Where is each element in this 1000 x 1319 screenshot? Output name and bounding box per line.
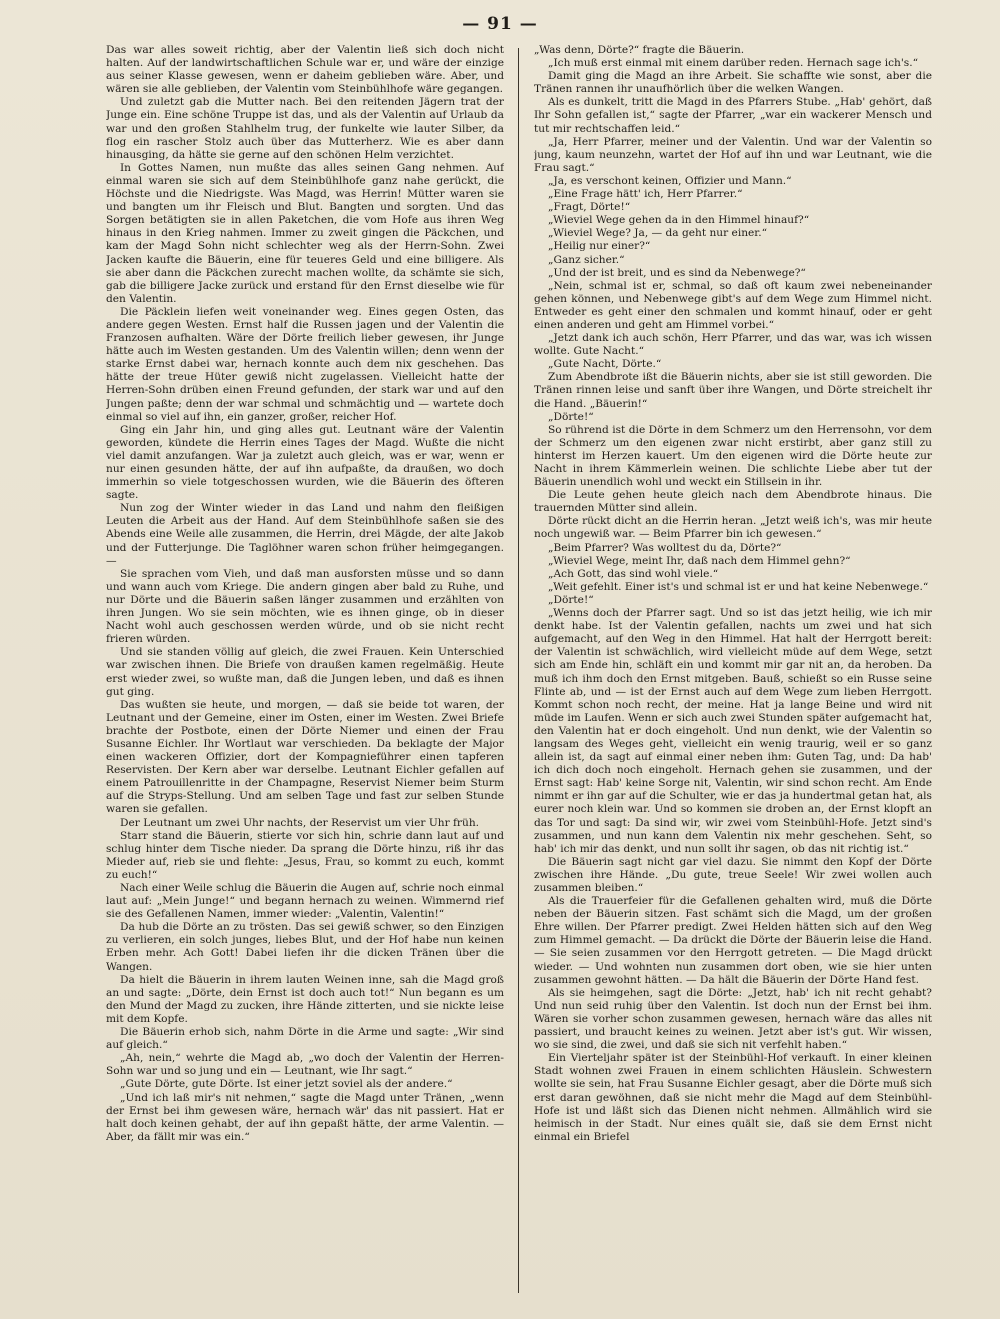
paragraph: Als sie heimgehen, sagt die Dörte: „Jetzt, hab' ich nit recht gehabt? Und nun seid ruhig über den Valentin. Ist doch nun der Ernst bei ihm. Wären sie vorher schon zusammen gewesen, hernach wäre das alles nit passiert, und braucht keines zu weinen. Jetzt aber ist's gut. Wir wissen, wo sie sind, die zwei, und daß sie sich nit verfehlt haben.“	[534, 986, 932, 1052]
paragraph: „Ja, es verschont keinen, Offizier und Mann.“	[548, 174, 792, 187]
paragraph: „Ganz sicher.“	[548, 253, 625, 266]
paragraph: Ein Vierteljahr später ist der Steinbühl-Hof verkauft. In einer kleinen Stadt wohnen zwei Frauen in einem schlichten Häuslein. Schwestern wollte sie sein, hat Frau Susanne Eichler gesagt, aber die Dörte muß sich erst daran gewöhnen, daß sie nicht mehr die Magd auf dem Steinbühl-Hofe ist und läßt sich das Dienen nicht nehmen. Allmählich wird sie heimisch in der Stadt. Nur eines quält sie, daß sie dem Ernst nicht einmal ein Briefel	[534, 1052, 932, 1143]
paragraph: „Dörte!“	[548, 593, 594, 606]
paragraph: „Wenns doch der Pfarrer sagt. Und so ist das jetzt heilig, wie ich mir denkt habe. Ist der Valentin gefallen, nachts um zwei und hat sich aufgemacht, auf den Weg in den Himmel. Hat halt der Herrgott bereit: der Valentin ist schwächlich, wird vielleicht müde auf dem Wege, setzt sich am Ende hin, schläft ein und kommt mir gar nit an, da heroben. Da muß ich ihm doch den Ernst mitgeben. Bauß, schießt so ein Russe seine Flinte ab, und — ist der Ernst auch auf dem Wege zum lieben Herrgott. Kommt schon noch recht, der meine. Hat ja lange Beine und wird nit müde im Laufen. Wenn er sich auch zwei Stunden später aufgemacht hat, den Valentin hat er doch eingeholt. Und nun denkt, wie der Valentin so langsam des Weges geht, vielleicht ein wenig traurig, weil er so ganz allein ist, da sagt auf einmal einer neben ihm: Guten Tag, und: Da hab' ich dich doch noch eingeholt. Hernach gehen sie zusammen, und der Ernst sagt: Hab' keine Sorge nit, Valentin, wir sind schon recht. Am Ende nimmt er ihn gar auf die Schulter, wie er das ja hundertmal getan hat, als eurer noch klein war. Und so kommen sie droben an, der Ernst klopft an das Tor und sagt: Da sind wir, wir zwei vom Steinbühl-Hofe. Jetzt sind's zusammen, und nun kann dem Valentin nix mehr geschehen. Seht, so hab' ich mir das denkt, und nun sollt ihr sagen, ob das nit richtig ist.“	[534, 607, 932, 855]
paragraph: Zum Abendbrote ißt die Bäuerin nichts, aber sie ist still geworden. Die Tränen rinnen leise und sanft über ihre Wangen, und Dörte streichelt ihr die Hand. „Bäuerin!“	[534, 371, 932, 410]
paragraph: „Ah, nein,“ wehrte die Magd ab, „wo doch der Valentin der Herren-Sohn war und so jung und ein — Leutnant, wie Ihr sagt.“	[106, 1052, 504, 1078]
paragraph: „Weit gefehlt. Einer ist's und schmal ist er und hat keine Nebenwege.“	[548, 580, 929, 593]
paragraph: „Und der ist breit, und es sind da Nebenwege?“	[548, 266, 806, 279]
paragraph: „Heilig nur einer?“	[548, 240, 651, 253]
text-columns	[106, 44, 932, 1294]
paragraph: „Was denn, Dörte?“ fragte die Bäuerin.	[534, 44, 745, 56]
paragraph: Der Leutnant um zwei Uhr nachts, der Reservist um vier Uhr früh.	[120, 816, 480, 829]
paragraph: „Gute Dörte, gute Dörte. Ist einer jetzt soviel als der andere.“	[120, 1078, 453, 1091]
paragraph: In Gottes Namen, nun mußte das alles seinen Gang nehmen. Auf einmal waren sie sich auf dem Steinbühlhofe ganz nahe gerückt, die Höchste und die Niedrigste. Was Magd, was Herrin! Mütter waren sie und bangten um ihr Fleisch und Blut. Bangten und sorgten. Und das Sorgen betätigten sie in allen Paketchen, die vom Hofe aus ihren Weg hinaus in den Krieg nahmen. Immer zu zweit gingen die Päckchen, und kam der Magd Sohn nicht schlechter weg als der Herrn-Sohn. Zwei Jacken kaufte die Bäuerin, eine für teueres Geld und eine billigere. Als sie aber dann die Päckchen zurecht machen wollte, da schämte sie sich, gab die billigere Jacke zurück und erstand für den Ernst dieselbe wie für den Valentin.	[106, 161, 504, 305]
paragraph: „Wieviel Wege, meint Ihr, daß nach dem Himmel gehn?“	[548, 554, 851, 567]
paragraph: „Gute Nacht, Dörte.“	[548, 358, 662, 371]
paragraph: „Wieviel Wege gehen da in den Himmel hinauf?“	[548, 214, 810, 227]
paragraph: Dörte rückt dicht an die Herrin heran. „Jetzt weiß ich's, was mir heute noch ungewiß war. — Beim Pfarrer bin ich gewesen.“	[534, 515, 932, 541]
paragraph: Das wußten sie heute, und morgen, — daß sie beide tot waren, der Leutnant und der Gemeine, einer im Osten, einer im Westen. Zwei Briefe brachte der Postbote, einen der Dörte Niemer und einen der Frau Susanne Eichler. Ihr Wortlaut war verschieden. Da beklagte der Major einen wackeren Offizier, dort der Kompagnieführer einen tapferen Reservisten. Der Kern aber war derselbe. Leutnant Eichler gefallen auf einem Patrouillenritte in der Champagne, Reservist Niemer beim Sturm auf die Stryps-Stellung. Und am selben Tage und fast zur selben Stunde waren sie gefallen.	[106, 698, 504, 816]
paragraph: Ging ein Jahr hin, und ging alles gut. Leutnant wäre der Valentin geworden, kündete die Herrin eines Tages der Magd. Wußte die nicht viel damit anzufangen. War ja zuletzt auch gleich, was er war, wenn er nur einen gesunden hätte, der auf ihn aufpaßte, da draußen, wo doch immerhin so viele totgeschossen wurden, wie die Bäuerin des öfteren sagte.	[106, 423, 504, 502]
paragraph: Sie sprachen vom Vieh, und daß man ausforsten müsse und so dann und wann auch vom Kriege. Die andern gingen aber bald zu Ruhe, und nur Dörte und die Bäuerin saßen länger zusammen und erzählten von ihren Jungen. Wo sie sein möchten, wie es ihnen ginge, ob in dieser Nacht wohl auch geschossen werden würde, und ob sie nicht recht frieren würden.	[106, 567, 504, 646]
paragraph: „Eine Frage hätt' ich, Herr Pfarrer.“	[548, 188, 743, 201]
paragraph: Das war alles soweit richtig, aber der Valentin ließ sich doch nicht halten. Auf der landwirtschaftlichen Schule war er, und wäre der einzige aus seiner Klasse gewesen, wenn er daheim geblieben wäre. Aber, und wären sie alle geblieben, der Valentin vom Steinbühlhofe wäre gegangen.	[106, 44, 504, 96]
paragraph: „Ja, Herr Pfarrer, meiner und der Valentin. Und war der Valentin so jung, kaum neunzehn, wartet der Hof auf ihn und war Leutnant, wie die Frau sagt.“	[534, 135, 932, 174]
paragraph: „Jetzt dank ich auch schön, Herr Pfarrer, und das war, was ich wissen wollte. Gute Nacht.“	[534, 332, 932, 358]
paragraph: Starr stand die Bäuerin, stierte vor sich hin, schrie dann laut auf und schlug hinter dem Tische nieder. Da sprang die Dörte hinzu, riß ihr das Mieder auf, rieb sie und flehte: „Jesus, Frau, so kommt zu euch, kommt zu euch!“	[106, 829, 504, 881]
paragraph: Nach einer Weile schlug die Bäuerin die Augen auf, schrie noch einmal laut auf: „Mein Junge!“ und begann hernach zu weinen. Wimmernd rief sie des Gefallenen Namen, immer wieder: „Valentin, Valentin!“	[106, 882, 504, 921]
paragraph: „Nein, schmal ist er, schmal, so daß oft kaum zwei nebeneinander gehen können, und Nebenwege gibt's auf dem Wege zum Himmel nicht. Entweder es geht einer den schmalen und kommt hinauf, oder er geht einen anderen und geht am Himmel vorbei.“	[534, 279, 932, 331]
paragraph: Die Bäuerin sagt nicht gar viel dazu. Sie nimmt den Kopf der Dörte zwischen ihre Hände. „Du gute, treue Seele! Wir zwei wollen auch zusammen bleiben.“	[534, 855, 932, 894]
paragraph: „Wieviel Wege? Ja, — da geht nur einer.“	[548, 227, 767, 240]
paragraph: „Und ich laß mir's nit nehmen,“ sagte die Magd unter Tränen, „wenn der Ernst bei ihm gewesen wäre, hernach wär' das nit passiert. Hat er halt doch keinen gehabt, der auf ihn gepaßt hätte, der arme Valentin. — Aber, da fällt mir was ein.“	[106, 1091, 504, 1143]
right-column	[534, 44, 932, 1294]
paragraph: Die Päcklein liefen weit voneinander weg. Eines gegen Osten, das andere gegen Westen. Ernst half die Russen jagen und der Valentin die Franzosen aufhalten. Wäre der Dörte freilich lieber gewesen, ihr Junge hätte auch im Westen gestanden. Um des Valentin willen; denn wenn der starke Ernst dabei war, hernach konnte auch dem nix geschehen. Das hätte der treue Hüter gewiß nicht zugelassen. Vielleicht hatte der Herren-Sohn drüben einen Freund gefunden, der stark war und auf den Jungen paßte; denn der war schmal und schmächtig und — wartete doch einmal so viel auf ihn, ein ganzer, großer, reicher Hof.	[106, 305, 504, 423]
paragraph: „Dörte!“	[548, 410, 594, 423]
paragraph: Da hub die Dörte an zu trösten. Das sei gewiß schwer, so den Einzigen zu verlieren, ein solch junges, liebes Blut, und der Hof habe nun keinen Erben mehr. Ach Gott! Dabei liefen ihr die dicken Tränen über die Wangen.	[106, 921, 504, 973]
paragraph: Die Bäuerin erhob sich, nahm Dörte in die Arme und sagte: „Wir sind auf gleich.“	[106, 1026, 504, 1052]
paragraph: So rührend ist die Dörte in dem Schmerz um den Herrensohn, vor dem der Schmerz um den eigenen zwar nicht erstirbt, aber ganz still zu hinterst im Herzen kauert. Um den eigenen wird die Dörte heute zur Nacht in ihrem Kämmerlein weinen. Die schlichte Liebe aber tut der Bäuerin unendlich wohl und weckt ein Stillsein in ihr.	[534, 423, 932, 489]
paragraph: Als es dunkelt, tritt die Magd in des Pfarrers Stube. „Hab' gehört, daß Ihr Sohn gefallen ist,“ sagte der Pfarrer, „war ein wackerer Mensch und tut mir rechtschaffen leid.“	[534, 96, 932, 135]
paragraph: Da hielt die Bäuerin in ihrem lauten Weinen inne, sah die Magd groß an und sagte: „Dörte, dein Ernst ist doch auch tot!“ Nun begann es um den Mund der Magd zu zucken, ihre Hände zitterten, und sie nickte leise mit dem Kopfe.	[106, 973, 504, 1025]
paragraph: „Fragt, Dörte!“	[548, 201, 631, 214]
paragraph: „Ich muß erst einmal mit einem darüber reden. Hernach sage ich's.“	[548, 57, 919, 70]
paragraph: Die Leute gehen heute gleich nach dem Abendbrote hinaus. Die trauernden Mütter sind allein.	[534, 489, 932, 515]
paragraph: Damit ging die Magd an ihre Arbeit. Sie schaffte wie sonst, aber die Tränen rannen ihr unaufhörlich über die welken Wangen.	[534, 70, 932, 96]
paragraph: Nun zog der Winter wieder in das Land und nahm den fleißigen Leuten die Arbeit aus der Hand. Auf dem Steinbühlhofe saßen sie des Abends eine Weile alle zusammen, die Herrin, drei Mägde, der alte Jakob und der Futterjunge. Die Taglöhner waren schon früher heimgegangen. —	[106, 502, 504, 567]
paragraph: „Ach Gott, das sind wohl viele.“	[548, 567, 719, 580]
paragraph: „Beim Pfarrer? Was wolltest du da, Dörte?“	[548, 541, 782, 554]
paragraph: Und zuletzt gab die Mutter nach. Bei den reitenden Jägern trat der Junge ein. Eine schöne Truppe ist das, und als der Valentin auf Urlaub da war und den großen Stahlhelm trug, der funkelte wie lauter Silber, da flog ein rascher Stolz auch über das Mutterherz. Wie es aber dann hinausging, da hätte sie gerne auf den schönen Helm verzichtet.	[106, 96, 504, 161]
page-number: — 91 —	[462, 14, 538, 34]
paragraph: Als die Trauerfeier für die Gefallenen gehalten wird, muß die Dörte neben der Bäuerin sitzen. Fast schämt sich die Magd, um der großen Ehre willen. Der Pfarrer predigt. Zwei Helden hätten sich auf den Weg zum Himmel gemacht. — Da drückt die Dörte der Bäuerin leise die Hand. — Sie seien zusammen vor den Herrgott getreten. — Die Magd drückt wieder. — Und wohnten nun zusammen dort oben, wie sie hier unten zusammen gewohnt hätten. — Da hält die Bäuerin der Dörte Hand fest.	[534, 895, 932, 986]
paragraph: Und sie standen völlig auf gleich, die zwei Frauen. Kein Unterschied war zwischen ihnen. Die Briefe von draußen kamen regelmäßig. Heute erst wieder zwei, so wußte man, daß die Jungen leben, und daß es ihnen gut ging.	[106, 646, 504, 698]
left-column	[106, 44, 504, 1294]
